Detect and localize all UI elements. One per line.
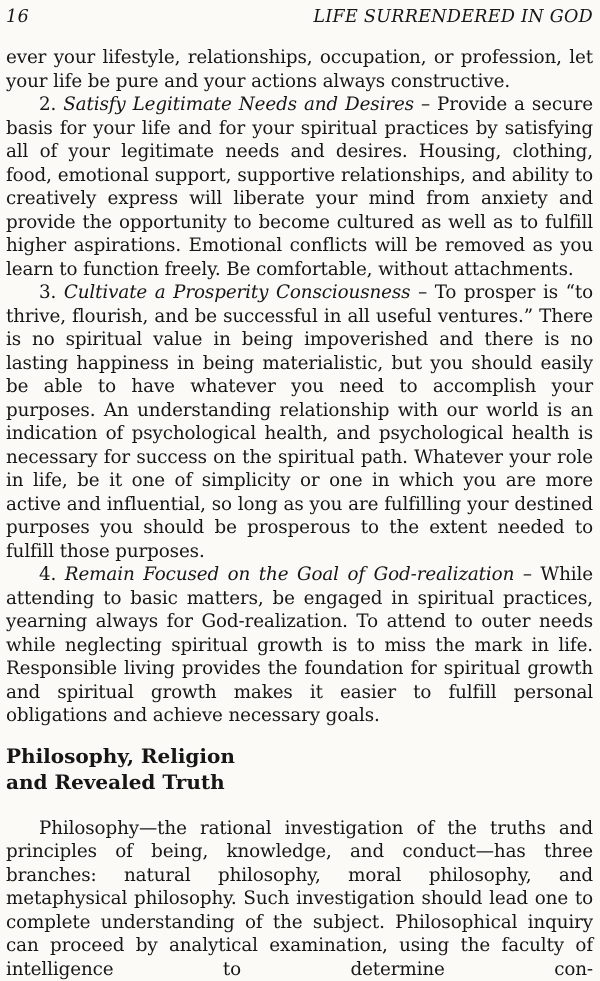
item-2-title: Satisfy Legitimate Needs and Desires bbox=[63, 94, 414, 115]
item-3-number: 3. bbox=[39, 282, 64, 303]
page-header bbox=[6, 7, 593, 27]
paragraph-philosophy: Philosophy—the rational investigation of the truths and principles of being, knowledge, and conduct—has three branches: natural philosophy, moral philosophy, and metaphysical philosophy. Such investigation should lead one to complete understanding of the subject. Philosophical inquiry can proceed by analytical examination, using the faculty of intelligence to determine con- bbox=[6, 817, 593, 981]
running-title: LIFE SURRENDERED IN GOD bbox=[313, 7, 593, 27]
item-2-number: 2. bbox=[39, 94, 63, 115]
section-heading bbox=[6, 743, 593, 795]
item-3-body: – To prosper is “to thrive, flourish, and be successful in all useful ventures.” There is no spiritual value in being impoverished and there is no lasting happiness in being materialistic, but you should easily be able to have whatever you need to accomplish your purposes. An understanding relationship with our world is an indication of psychological health, and psychological health is necessary for success on the spiritual path. Whatever your role in life, be it one of simplicity or one in which you are more active and influential, so long as you are fulfilling your destined purposes you should be prosperous to the extent needed to fulfill those purposes. bbox=[6, 282, 593, 562]
item-2-body: – Provide a secure basis for your life and for your spiritual practices by satisfying all of your legitimate needs and desires. Housing, clothing, food, emotional support, supportive relationships, and ability to creatively express will liberate your mind from anxiety and provide the opportunity to become cultured as well as to fulfill higher aspirations. Emotional conflicts will be removed as you learn to function freely. Be comfortable, without attachments. bbox=[6, 94, 593, 280]
section-heading-line-2: and Revealed Truth bbox=[6, 770, 225, 794]
section-heading-line-1: Philosophy, Religion bbox=[6, 744, 235, 768]
item-4-title: Remain Focused on the Goal of God-realization bbox=[65, 564, 514, 585]
paragraph-item-3 bbox=[6, 281, 593, 563]
paragraph-continuation: ever your lifestyle, relationships, occupation, or profession, let your life be pure and your actions always constructive. bbox=[6, 46, 593, 93]
item-4-body: – While attending to basic matters, be engaged in spiritual practices, yearning always for God-realization. To attend to outer needs while neglecting spiritual growth is to miss the mark in life. Responsible living provides the foundation for spiritual growth and spiritual growth makes it easier to fulfill personal obligations and achieve necessary goals. bbox=[6, 564, 593, 726]
page-number: 16 bbox=[6, 7, 29, 27]
item-4-number: 4. bbox=[39, 564, 65, 585]
paragraph-item-2 bbox=[6, 93, 593, 281]
item-3-title: Cultivate a Prosperity Consciousness bbox=[64, 282, 411, 303]
paragraph-item-4 bbox=[6, 563, 593, 728]
